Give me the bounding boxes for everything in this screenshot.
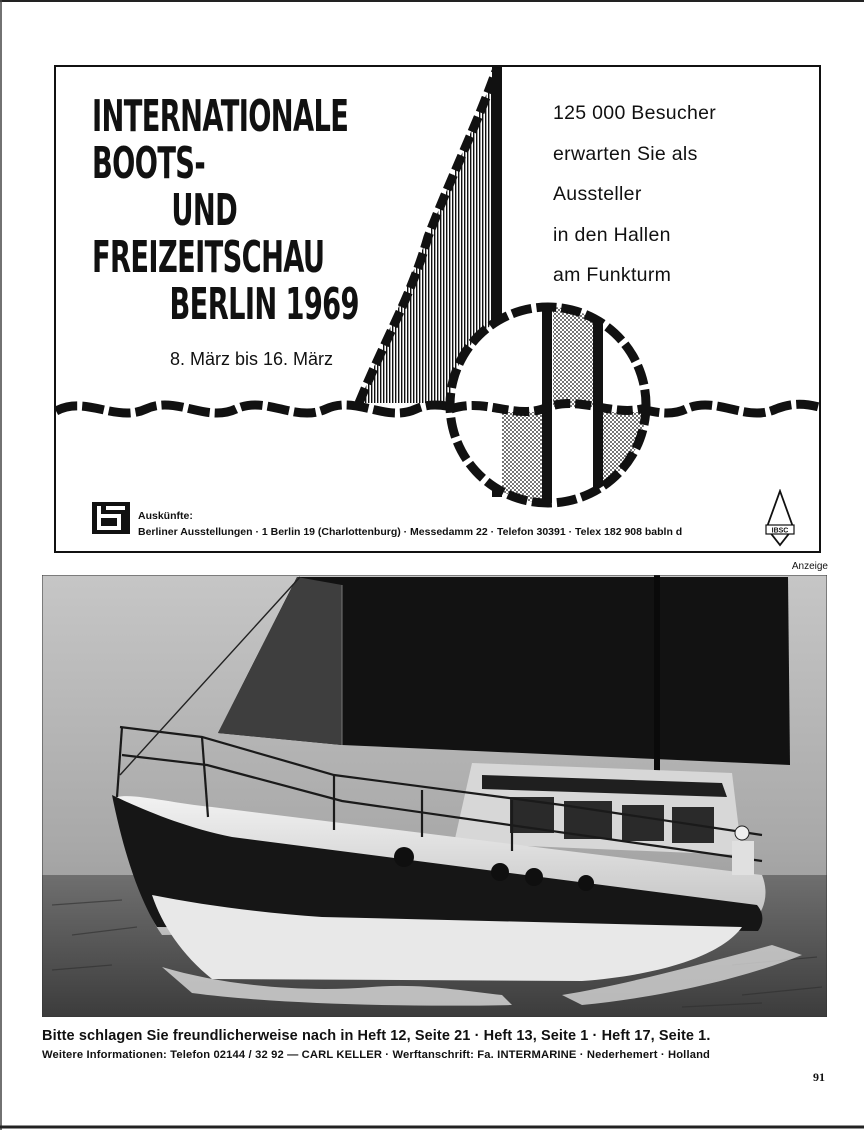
ibsc-logo-text: IBSC: [771, 527, 789, 535]
reference-line: Bitte schlagen Sie freundlicherweise nach in Heft 12, Seite 21 · Heft 13, Seite 1 · Heft 17, Seite 1.: [42, 1028, 711, 1044]
visitors-line: erwarten Sie als: [553, 142, 698, 165]
visitors-line: in den Hallen: [553, 223, 671, 246]
show-dates: 8. März bis 16. März: [170, 349, 334, 369]
headline-line: UND: [171, 185, 238, 236]
contact-label: Auskünfte:: [138, 510, 193, 522]
show-headline: [92, 93, 359, 328]
visitors-line: am Funkturm: [553, 264, 672, 286]
ibsc-logo: [765, 489, 795, 547]
visitors-line: 125 000 Besucher: [553, 102, 717, 124]
headline-line: BOOTS-: [92, 138, 206, 189]
headline-line: FREIZEITSCHAU: [92, 232, 325, 283]
visitors-line: Aussteller: [553, 183, 642, 205]
headline-line: BERLIN 1969: [169, 279, 359, 330]
visitors-text: [553, 93, 716, 296]
headline-line: INTERNATIONALE: [92, 91, 349, 142]
page-number: 91: [813, 1070, 825, 1084]
boat-show-advertisement: [54, 65, 821, 553]
ad-marker: Anzeige: [791, 561, 828, 572]
motorsailer-yacht-photo: [42, 575, 827, 1017]
berliner-ausstellungen-logo: [92, 502, 130, 534]
contact-info: [138, 508, 682, 540]
contact-details: Berliner Ausstellungen · 1 Berlin 19 (Charlottenburg) · Messedamm 22 · Telefon 30391 · Telex 182 908 babln d: [138, 526, 683, 538]
contact-line: Weitere Informationen: Telefon 02144 / 32 92 — CARL KELLER · Werftanschrift: Fa. INTERMARINE · Nederhemert · Holland: [42, 1049, 711, 1061]
